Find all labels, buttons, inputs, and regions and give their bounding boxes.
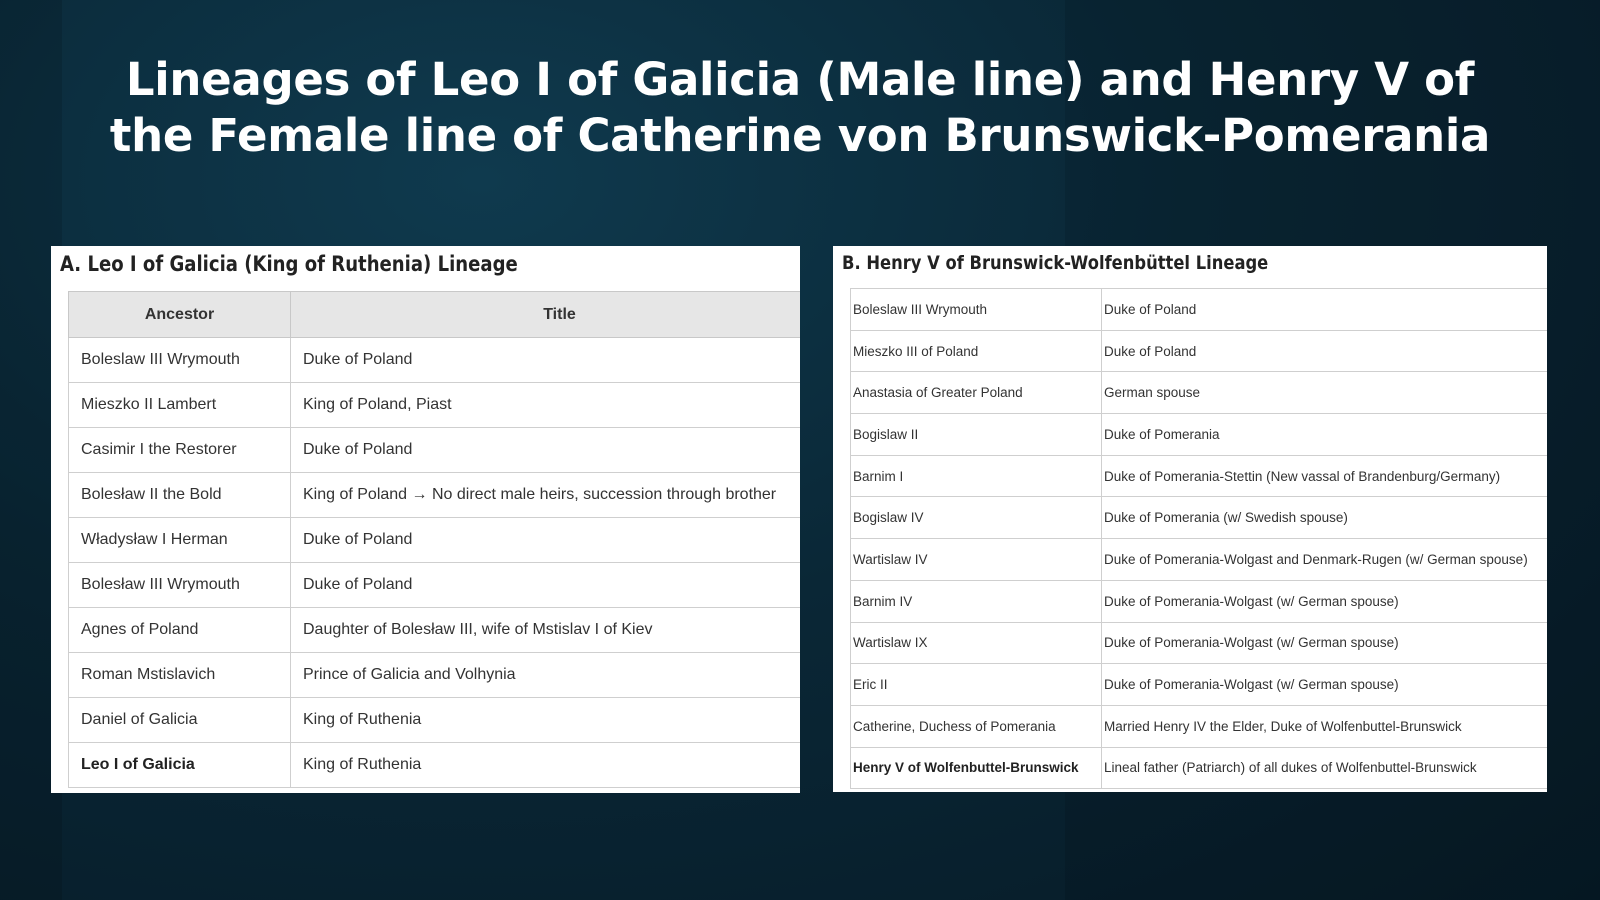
ancestor-cell: Henry V of Wolfenbuttel-Brunswick bbox=[851, 747, 1102, 789]
table-row bbox=[69, 743, 801, 788]
table-row bbox=[69, 608, 801, 653]
ancestor-cell: Roman Mstislavich bbox=[69, 653, 291, 698]
ancestor-cell: Boleslaw III Wrymouth bbox=[851, 289, 1102, 331]
table-row bbox=[69, 473, 801, 518]
ancestor-cell: Daniel of Galicia bbox=[69, 698, 291, 743]
ancestor-cell: Bogislaw II bbox=[851, 414, 1102, 456]
title-cell: Prince of Galicia and Volhynia bbox=[291, 653, 801, 698]
table-row bbox=[69, 428, 801, 473]
ancestor-cell: Barnim IV bbox=[851, 580, 1102, 622]
table-row bbox=[851, 330, 1548, 372]
ancestor-cell: Barnim I bbox=[851, 455, 1102, 497]
table-row bbox=[851, 622, 1548, 664]
ancestor-column-header: Ancestor bbox=[69, 292, 291, 338]
panel-a-heading: A. Leo I of Galicia (King of Ruthenia) Lineage bbox=[60, 252, 518, 276]
title-cell: Duke of Poland bbox=[291, 338, 801, 383]
ancestor-cell: Bolesław III Wrymouth bbox=[69, 563, 291, 608]
ancestor-cell: Catherine, Duchess of Pomerania bbox=[851, 705, 1102, 747]
ancestor-cell: Mieszko III of Poland bbox=[851, 330, 1102, 372]
table-row bbox=[69, 653, 801, 698]
ancestor-cell: Bolesław II the Bold bbox=[69, 473, 291, 518]
table-row bbox=[69, 383, 801, 428]
title-cell: Duke of Pomerania-Wolgast (w/ German spouse) bbox=[1102, 664, 1548, 706]
table-row bbox=[851, 705, 1548, 747]
table-row bbox=[69, 518, 801, 563]
title-cell: King of Poland → No direct male heirs, succession through brother bbox=[291, 473, 801, 518]
ancestor-cell: Eric II bbox=[851, 664, 1102, 706]
ancestor-cell: Leo I of Galicia bbox=[69, 743, 291, 788]
panel-a-leo-lineage bbox=[51, 246, 800, 793]
title-cell: Duke of Poland bbox=[291, 428, 801, 473]
ancestor-cell: Agnes of Poland bbox=[69, 608, 291, 653]
table-row bbox=[69, 338, 801, 383]
ancestor-cell: Anastasia of Greater Poland bbox=[851, 372, 1102, 414]
table-row bbox=[851, 372, 1548, 414]
henry-lineage-table bbox=[850, 288, 1547, 789]
title-cell: Duke of Poland bbox=[1102, 289, 1548, 331]
ancestor-cell: Boleslaw III Wrymouth bbox=[69, 338, 291, 383]
table-header-row bbox=[69, 292, 801, 338]
title-column-header: Title bbox=[291, 292, 801, 338]
table-row bbox=[851, 664, 1548, 706]
title-cell: Duke of Pomerania-Stettin (New vassal of Brandenburg/Germany) bbox=[1102, 455, 1548, 497]
title-cell: Duke of Pomerania (w/ Swedish spouse) bbox=[1102, 497, 1548, 539]
table-row bbox=[851, 289, 1548, 331]
table-row bbox=[851, 497, 1548, 539]
ancestor-cell: Mieszko II Lambert bbox=[69, 383, 291, 428]
title-cell: King of Ruthenia bbox=[291, 698, 801, 743]
title-cell: Duke of Pomerania bbox=[1102, 414, 1548, 456]
title-cell: Duke of Pomerania-Wolgast (w/ German spouse) bbox=[1102, 580, 1548, 622]
table-row bbox=[69, 698, 801, 743]
leo-lineage-table bbox=[68, 291, 800, 788]
table-row bbox=[69, 563, 801, 608]
table-row bbox=[851, 455, 1548, 497]
title-cell: Lineal father (Patriarch) of all dukes of Wolfenbuttel-Brunswick bbox=[1102, 747, 1548, 789]
ancestor-cell: Wartislaw IV bbox=[851, 539, 1102, 581]
title-cell: Duke of Pomerania-Wolgast (w/ German spouse) bbox=[1102, 622, 1548, 664]
title-cell: German spouse bbox=[1102, 372, 1548, 414]
title-cell: Duke of Poland bbox=[291, 563, 801, 608]
title-cell: Married Henry IV the Elder, Duke of Wolfenbuttel-Brunswick bbox=[1102, 705, 1548, 747]
table-row bbox=[851, 414, 1548, 456]
ancestor-cell: Bogislaw IV bbox=[851, 497, 1102, 539]
panel-b-heading: B. Henry V of Brunswick-Wolfenbüttel Lineage bbox=[842, 252, 1269, 274]
title-cell: Daughter of Bolesław III, wife of Mstislav I of Kiev bbox=[291, 608, 801, 653]
panel-b-henry-lineage bbox=[833, 246, 1547, 792]
table-row bbox=[851, 747, 1548, 789]
title-cell: Duke of Poland bbox=[291, 518, 801, 563]
ancestor-cell: Władysław I Herman bbox=[69, 518, 291, 563]
table-row bbox=[851, 580, 1548, 622]
slide-title: Lineages of Leo I of Galicia (Male line) and Henry V of the Female line of Catherine von Brunswick-Pomerania bbox=[109, 53, 1491, 162]
title-cell: King of Ruthenia bbox=[291, 743, 801, 788]
title-cell: King of Poland, Piast bbox=[291, 383, 801, 428]
title-cell: Duke of Poland bbox=[1102, 330, 1548, 372]
title-cell: Duke of Pomerania-Wolgast and Denmark-Rugen (w/ German spouse) bbox=[1102, 539, 1548, 581]
table-row bbox=[851, 539, 1548, 581]
ancestor-cell: Casimir I the Restorer bbox=[69, 428, 291, 473]
ancestor-cell: Wartislaw IX bbox=[851, 622, 1102, 664]
